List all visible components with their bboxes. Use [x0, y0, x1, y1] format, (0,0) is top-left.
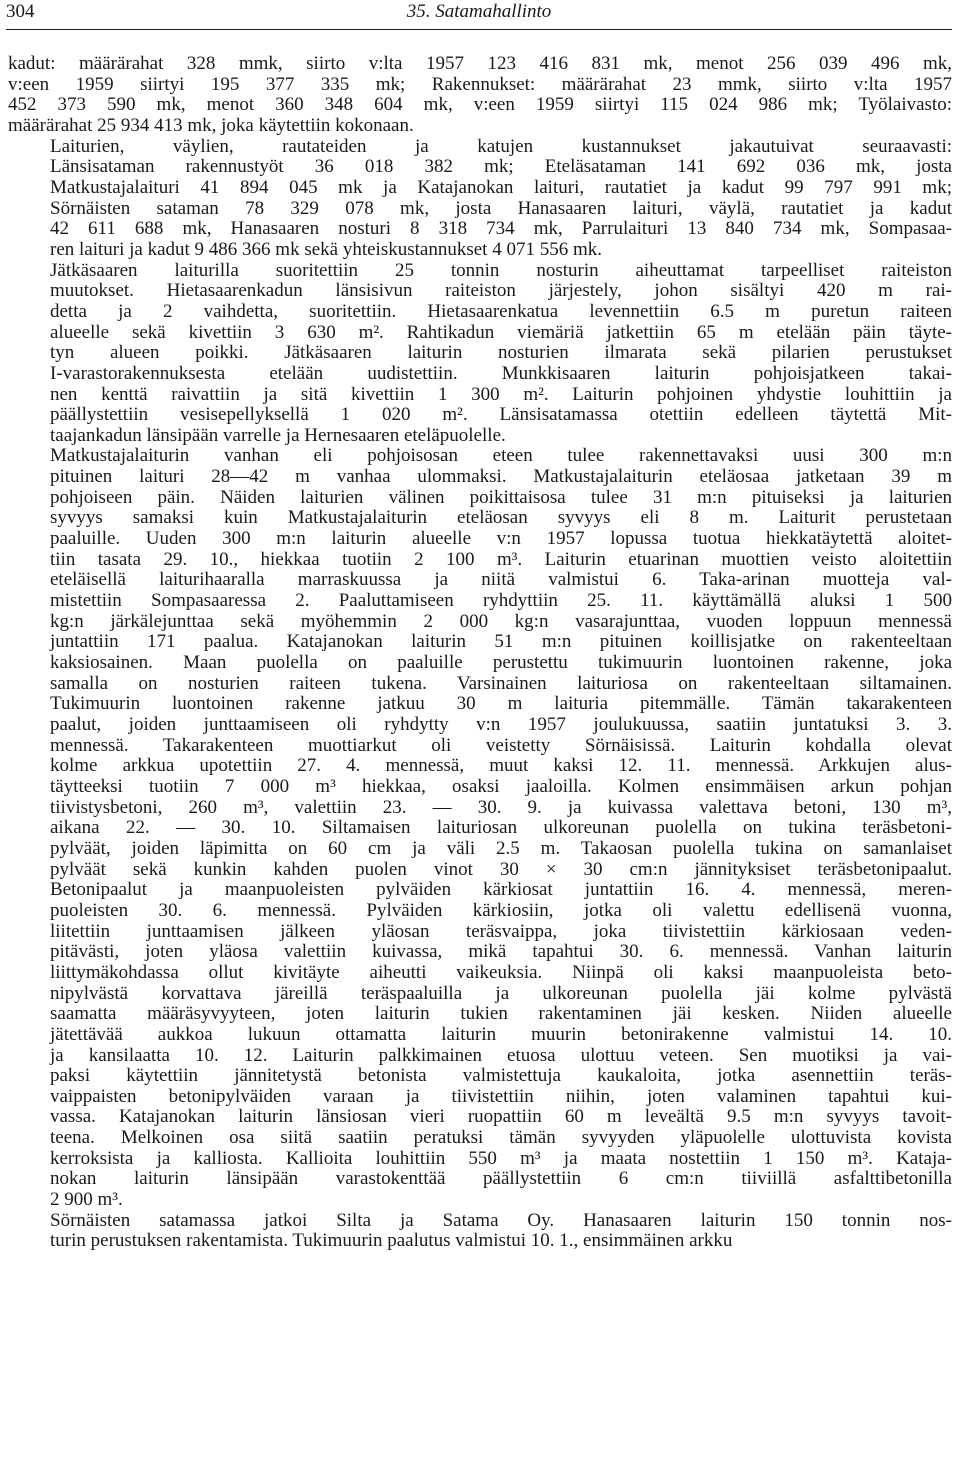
text-line: pylväät, joiden läpimitta on 60 cm ja väli 2.5 m. Takaosan puolella tukina on samanlaiset: [50, 838, 952, 859]
text-line: alueelle sekä kivettiin 3 630 m². Rahtikadun viemäriä jatkettiin 65 m etelään päin täyte-: [50, 322, 952, 343]
text-line: määrärahat 25 934 413 mk, joka käytettiin kokonaan.: [8, 115, 414, 136]
text-line: Betonipaalut ja maanpuoleisten pylväiden kärkiosat juntattiin 16. 4. mennessä, meren-: [50, 880, 952, 901]
text-line: puoleisten 30. 6. mennessä. Pylväiden kärkiosiin, jotka oli valettu edellisenä vuonna,: [50, 900, 952, 921]
text-line: kadut: määrärahat 328 mmk, siirto v:lta 1957 123 416 831 mk, menot 256 039 496 mk,: [8, 54, 952, 74]
text-line: I-varastorakennuksesta etelään uudistettiin. Munkkisaaren laiturin pohjoisjatkeen takai-: [50, 363, 952, 384]
running-title: 35. Satamahallinto: [406, 1, 552, 22]
text-line: 2 900 m³.: [50, 1190, 123, 1211]
text-line: liittymäkohdassa ollut kivitäyte aiheutti vaikeuksia. Niinpä oli kaksi maanpuoleista beto-: [50, 962, 952, 983]
text-line: paalut, joiden junttaamiseen oli ryhdytty v:n 1957 joulukuussa, saatiin juntatuksi 3. 3.: [50, 715, 952, 735]
text-line: päällystettiin vesisepellyksellä 1 020 m². Länsisatamassa otettiin edelleen täytettä Mit-: [50, 405, 952, 426]
text-line: pylväät sekä kunkin kahden puolen vinot 30 × 30 cm:n jännityksiset teräsbetonipaalut.: [50, 859, 952, 880]
text-line: kaksiosainen. Maan puolella on paaluille perustettu tukimuurin luontoinen rakenne, joka: [50, 653, 952, 674]
text-line: kolme arkkua upotettiin 27. 4. mennessä, muut kaksi 12. 11. mennessä. Arkkujen alus-: [50, 756, 952, 777]
text-line: liitettiin junttaamisen jälkeen yläosan teräsvaippa, joka tiivistettiin kärkiosaan veden-: [50, 921, 952, 942]
text-line: Länsisataman rakennustyöt 36 018 382 mk; Eteläsataman 141 692 036 mk, josta: [50, 157, 952, 178]
text-line: turin perustuksen rakentamista. Tukimuurin paalutus valmistui 10. 1., ensimmäinen arkku: [50, 1231, 733, 1252]
text-line: vaippaisten betonipylväiden varaan ja tiivistettiin niihin, joten valaminen tapahtui kui-: [50, 1086, 952, 1107]
text-line: v:een 1959 siirtyi 195 377 335 mk; Rakennukset: määrärahat 23 mmk, siirto v:lta 1957: [8, 74, 952, 95]
body-text: [8, 54, 952, 1252]
text-line: kg:n järkälejunttaa sekä myöhemmin 2 000 kg:n vasarajunttaa, vuoden loppuun mennessä: [50, 611, 952, 632]
text-line: jätettävää aukkoa lukuun ottamatta laiturin muurin betonirakenne valmistui 14. 10.: [50, 1024, 952, 1045]
text-line: nen kenttä raivattiin ja sitä kivettiin 1 300 m². Laiturin pohjoinen yhdystie louhittiin ja: [50, 384, 952, 405]
text-line: aikana 22. — 30. 10. Siltamaisen laituriosan ulkoreunan puolella on tukina teräsbetoni-: [50, 818, 952, 839]
text-line: pohjoiseen päin. Näiden laiturien välinen poikittaisosa tulee 31 m:n pituiseksi ja laiturien: [50, 487, 952, 508]
text-line: samalla on nosturien raiteen tukena. Varsinainen laituriosa on rakenteeltaan siltamainen.: [50, 673, 952, 694]
text-line: syvyys samaksi kuin Matkustajalaiturin eteläosan syvyys eli 8 m. Laiturit perustetaan: [50, 508, 952, 529]
paragraph: [8, 137, 952, 261]
text-line: detta ja 2 vaihdetta, suoritettiin. Hietasaarenkatua levennettiin 6.5 m puretun raiteen: [50, 301, 952, 322]
text-line: tiin tasata 29. 10., hiekkaa tuotiin 2 100 m³. Laiturin etuarinan muottien veisto aloitettiin: [50, 549, 952, 570]
text-line: saamatta määräsyvyyteen, joten laiturin tukien rakentaminen jäi kesken. Niiden alueelle: [50, 1004, 952, 1025]
text-line: paksi käytettiin jännitetystä betonista valmistettuja kaukaloita, jotka asennettiin teräs-: [50, 1066, 952, 1087]
text-line: mennessä. Takarakenteen muottiarkut oli veistetty Sörnäisissä. Laiturin kohdalla olevat: [50, 735, 952, 756]
page-header: [6, 0, 952, 24]
paragraph: [8, 261, 952, 447]
text-line: Laiturien, väylien, rautateiden ja katujen kustannukset jakautuivat seuraavasti:: [50, 136, 952, 157]
text-line: muutokset. Hietasaarenkadun länsisivun raiteiston järjestely, johon sisältyi 420 m rai-: [50, 281, 952, 302]
text-line: 452 373 590 mk, menot 360 348 604 mk, v:een 1959 siirtyi 115 024 986 mk; Työlaivasto:: [8, 95, 952, 116]
text-line: Matkustajalaiturin vanhan eli pohjoisosan eteen tulee rakennettavaksi uusi 300 m:n: [50, 446, 952, 467]
paragraph: [8, 1211, 952, 1252]
text-line: kerroksista ja kalliosta. Kallioita louhittiin 550 m³ ja maata nostettiin 1 150 m³. Kataja-: [50, 1148, 952, 1169]
text-line: taajankadun länsipään varrelle ja Hernesaaren eteläpuolelle.: [50, 425, 506, 446]
text-line: vassa. Katajanokan laiturin länsiosan vieri ruopattiin 60 m leveältä 9.5 m:n syvyys tavoit-: [50, 1107, 952, 1128]
text-line: juntattiin 171 paalua. Katajanokan laiturin 51 m:n pituinen koillisjatke on rakenteeltaan: [50, 632, 952, 653]
paragraph: [8, 54, 952, 137]
text-line: Matkustajalaituri 41 894 045 mk ja Katajanokan laituri, rautatiet ja kadut 99 797 991 mk;: [50, 177, 952, 198]
text-line: paaluille. Uuden 300 m:n laiturin alueelle v:n 1957 lopussa tuotua hiekkatäytettä aloitet-: [50, 529, 952, 550]
text-line: ja kansilaatta 10. 12. Laiturin palkkimainen etuosa ulottuu veteen. Sen muotiksi ja vai-: [50, 1045, 952, 1066]
text-line: nipylvästä korvattava järeillä teräspaaluilla ja ulkoreunan puolella jäi kolme pylvästä: [50, 983, 952, 1004]
text-line: Sörnäisten satamassa jatkoi Silta ja Satama Oy. Hanasaaren laiturin 150 tonnin nos-: [50, 1210, 952, 1231]
header-rule: [6, 29, 952, 30]
text-line: ren laituri ja kadut 9 486 366 mk sekä yhteiskustannukset 4 071 556 mk.: [50, 239, 602, 260]
text-line: Sörnäisten sataman 78 329 078 mk, josta Hanasaaren laituri, väylä, rautatiet ja kadut: [50, 198, 952, 219]
text-line: täytteeksi tuotiin 7 000 m³ hiekkaa, osaksi jaaloilla. Kolmen ensimmäisen arkun pohjan: [50, 776, 952, 797]
text-line: tyn alueen poikki. Jätkäsaaren laiturin nosturien ilmarata sekä pilarien perustukset: [50, 343, 952, 364]
text-line: pituinen laituri 28—42 m vanhaa ulommaksi. Matkustajalaiturin eteläosaa jatketaan 39 m: [50, 467, 952, 488]
text-line: eteläisellä laiturihaaralla marraskuussa ja niitä valmistui 6. Taka-arinan muotteja val-: [50, 570, 952, 591]
text-line: Jätkäsaaren laiturilla suoritettiin 25 tonnin nosturin aiheuttamat tarpeelliset raiteiston: [50, 260, 952, 281]
page-number: 304: [6, 1, 35, 22]
text-line: tiivistysbetoni, 260 m³, valettiin 23. — 30. 9. ja kuivassa valettava betoni, 130 m³,: [50, 797, 952, 818]
text-line: mistettiin Sompasaaressa 2. Paaluttamiseen ryhdyttiin 25. 11. käyttämällä aluksi 1 500: [50, 591, 952, 612]
text-line: 42 611 688 mk, Hanasaaren nosturi 8 318 734 mk, Parrulaituri 13 840 734 mk, Sompasaa-: [50, 219, 952, 240]
text-line: Tukimuurin luontoinen rakenne jatkuu 30 m laituria pitemmälle. Tämän takarakenteen: [50, 694, 952, 715]
paragraph: [8, 446, 952, 1210]
text-line: nokan laiturin länsipään varastokenttää päällystettiin 6 cm:n tiiviillä asfalttibetonilla: [50, 1169, 952, 1190]
text-line: pitävästi, joten yläosa valettiin kuivassa, mikä tapahtui 30. 6. mennessä. Vanhan laiturin: [50, 942, 952, 963]
text-line: teena. Melkoinen osa siitä saatiin peratuksi tämän syvyyden yläpuolelle ulottuvista kovista: [50, 1128, 952, 1149]
